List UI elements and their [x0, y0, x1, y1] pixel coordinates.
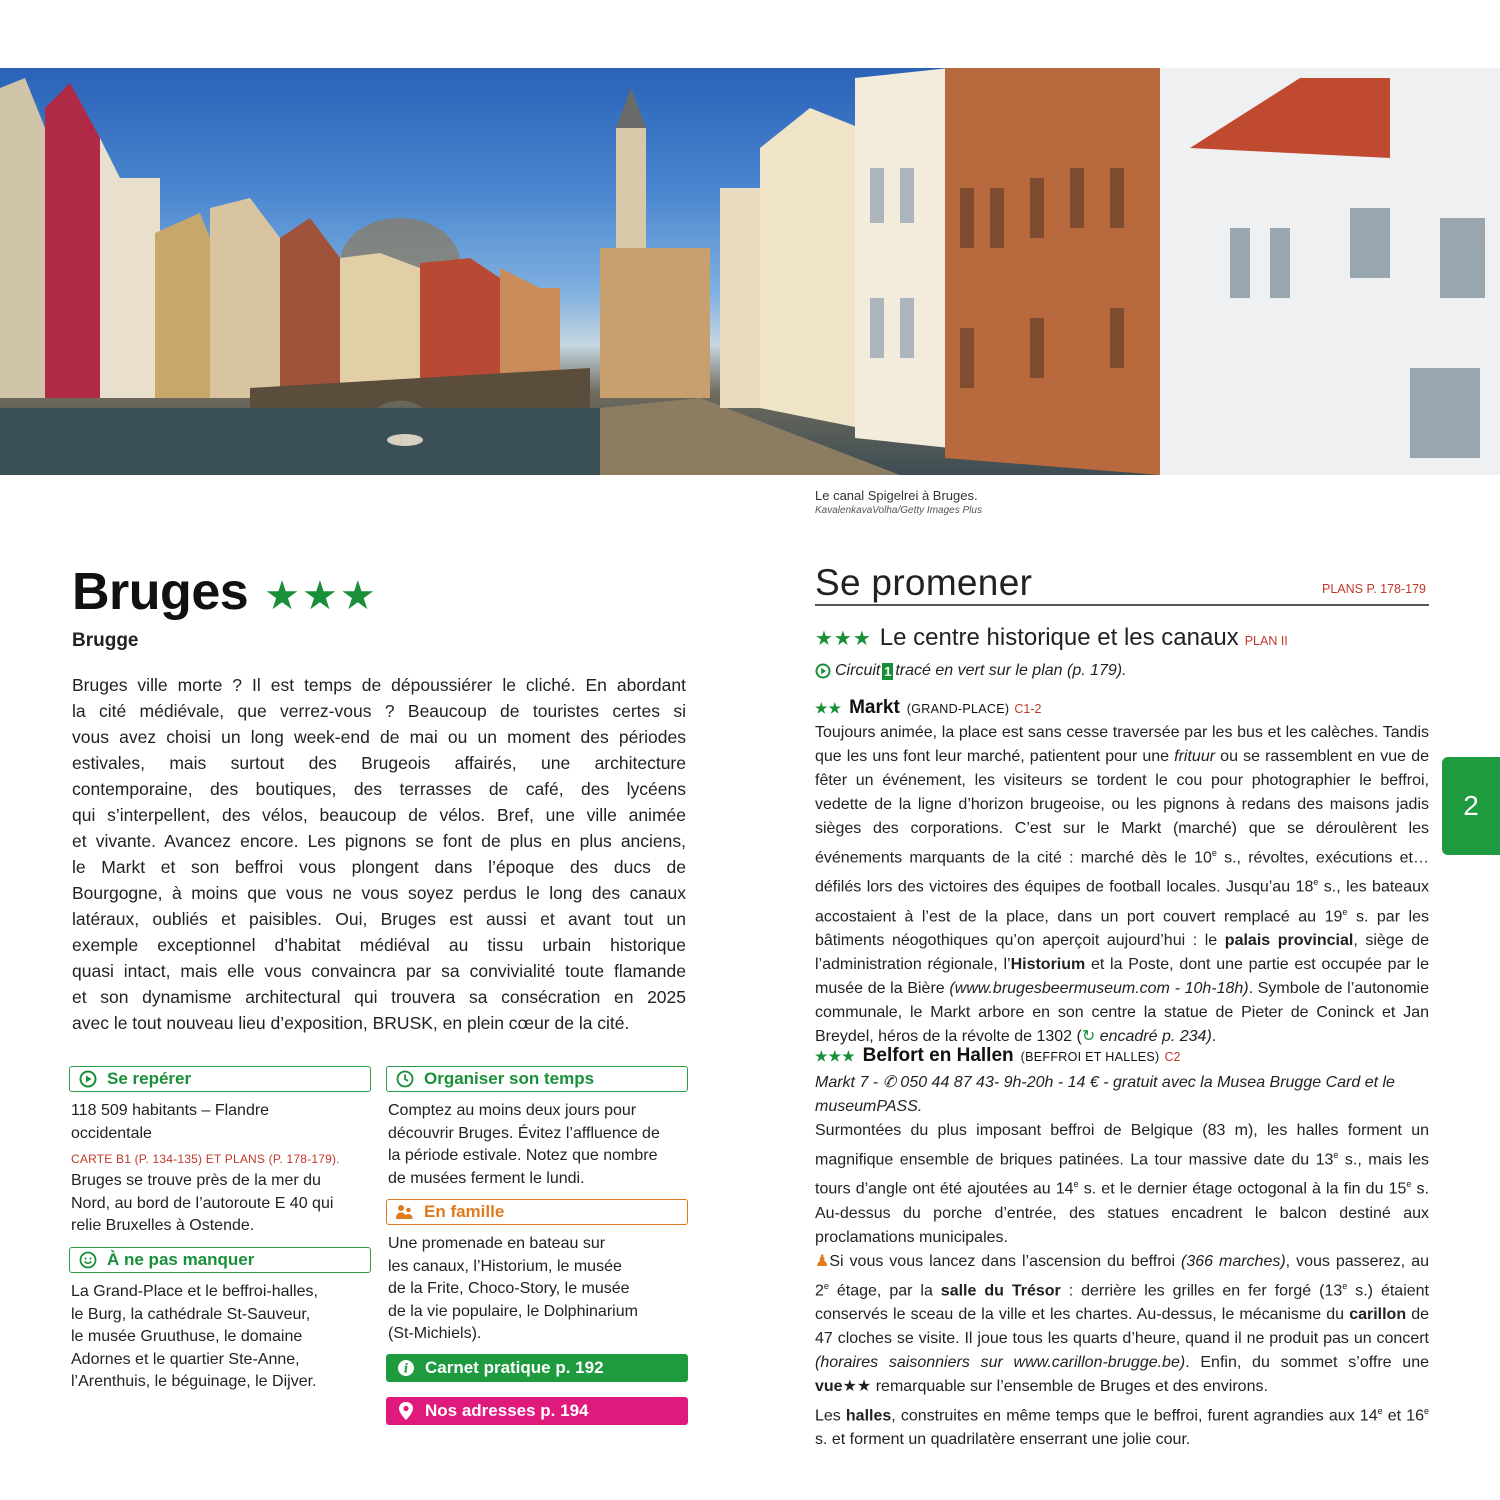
belfort-stars: ★★★: [815, 1048, 856, 1064]
section-plan-ref: PLANS P. 178-179: [1322, 582, 1427, 596]
manquer-line: Adornes et le quartier Ste-Anne,: [71, 1350, 300, 1368]
manquer-line: le musée Gruuthuse, le domaine: [71, 1328, 303, 1345]
caption-text: Le canal Spigelrei à Bruges.: [815, 488, 978, 503]
intro-line: exemple exceptionnel d’habitat médiéval au tissu urbain historique: [72, 935, 686, 955]
intro-line: Bruges ville morte ? Il est temps de dépoussiérer le cliché. En abordant: [72, 675, 686, 695]
intro-line: et son dynamisme architectural qui trouvera sa consécration en 2025: [72, 987, 686, 1007]
belfort-body: Surmontées du plus imposant beffroi de Belgique (83 m), les halles forment un magnifique ensemble de briques patinées. La tour massive date du 13e s., mais les tours d’angle ont été ajoutées au 14e s. et le dernier étage octogonal à la fin du 15e s. Au-dessus du porche d’entrée, des statues encadrent le balcon destiné aux proclamations municipales. ♟Si vous vous lancez dans l’ascension du beffroi (366 marches), vous passerez, au 2e étage, par la salle du Trésor : derrière les grilles en fer forgé (13e s.) étaient conservés le sceau de la ville et les chartes. Au-dessus, le mécanisme du carillon de 47 cloches se visite. Il joue tous les quarts d’heure, quand il ne produit pas un concert (horaires saisonniers sur www.carillon-brugge.be). Enfin, du sommet s’offre une vue★★ remarquable sur l’ensemble de Bruges et des environs. Les halles, construites en même temps que le beffroi, furent agrandies aux 14e et 16e s. et forment un quadrilatère enserrant une jolie cour.: [815, 1122, 1430, 1449]
intro-line: le Markt et son beffroi vous plongent dans l’époque des ducs de: [72, 857, 686, 877]
family-icon: [395, 1202, 415, 1222]
clock-icon: [395, 1069, 415, 1089]
belfort-info-line: Markt 7 - ✆ 050 44 87 43- 9h-20h - 14 € - gratuit avec la Musea Brugge Card et le: [815, 1074, 1395, 1091]
intro-line: Bourgogne, à moins que vous ne vous soyez perdus le long des canaux: [72, 883, 686, 903]
famille-line: de la Frite, Choco-Story, le musée: [388, 1280, 630, 1297]
carnet-pratique-label: Carnet pratique p. 192: [425, 1358, 604, 1377]
manquer-heading: À ne pas manquer: [107, 1250, 255, 1269]
temps-line: de musées ferment le lundi.: [388, 1169, 585, 1187]
temps-text: [388, 1100, 688, 1190]
intro-line: quasi intact, mais elle vous convaincra par sa convivialité toute flamande: [72, 961, 686, 981]
circuit-label: Circuit: [835, 662, 881, 679]
subsection-stars: ★★★: [815, 628, 872, 650]
belfort-name: Belfort en Hallen: [862, 1045, 1014, 1066]
nos-adresses-link[interactable]: [386, 1397, 688, 1425]
temps-line: découvrir Bruges. Évitez l’affluence de: [388, 1124, 660, 1142]
belfort-alt: (BEFFROI ET HALLES): [1020, 1050, 1160, 1064]
famille-heading: En famille: [424, 1202, 505, 1221]
intro-line: estivales, mais surtout des Brugeois affairés, une architecture: [72, 753, 686, 773]
manquer-line: La Grand-Place et le beffroi-halles,: [71, 1283, 318, 1300]
reperer-line: relie Bruxelles à Ostende.: [71, 1217, 255, 1234]
subsection-plan: PLAN II: [1244, 634, 1288, 648]
famille-text: [388, 1233, 688, 1346]
location-pin-icon: [396, 1401, 416, 1421]
markt-heading: [815, 697, 1041, 719]
hero-photo: [0, 68, 1500, 475]
section-title: Se promener: [815, 562, 1033, 603]
reperer-heading-box: [69, 1066, 371, 1092]
markt-name: Markt: [849, 697, 900, 718]
reperer-line: Bruges se trouve près de la mer du: [71, 1172, 321, 1189]
reperer-map-ref: CARTE B1 (P. 134-135) ET PLANS (P. 178-179).: [71, 1152, 340, 1166]
intro-line: et vivante. Avancez encore. Les pignons se font de plus en plus anciens,: [72, 831, 686, 851]
markt-body: Toujours animée, la place est sans cesse traversée par les bus et les calèches. Tandis que les uns font leur marché, patientent pour une frituur ou se rassemblent en vue de fêter un événement, les visiteurs se tordent le cou pour photographier le beffroi, vedette de la ligne d’horizon brugeoise, ou les pignons à redans des maisons jadis sièges des corporations. C’est sur le Markt (marché) que se déroulèrent les événements marquants de la cité : marché dès le 10e s., révoltes, exécutions et… défilés lors des victoires des équipes de football locales. Jusqu’au 18e s., les bateaux accostaient à l’est de la place, dans un port couvert remplacé au 19e s. par les bâtiments néogothiques qu’on aperçoit aujourd’hui : le palais provincial, siège de l’administration régionale, l’Historium et la Poste, dont une partie est occupée par le musée de la Bière (www.brugesbeermuseum.com - 10h-18h). Symbole de l’autonomie communale, le Markt arbore en son centre la statue de Pieter de Coninck et Jan Breydel, héros de la révolte de 1302 (↻ encadré p. 234).: [815, 724, 1430, 1045]
page-title-row: [72, 562, 378, 622]
markt-alt: (GRAND-PLACE): [906, 702, 1010, 716]
circuit-desc: tracé en vert sur le plan (p. 179).: [895, 662, 1127, 679]
reperer-text: [71, 1100, 371, 1145]
photo-credit: KavalenkavaVolha/Getty Images Plus: [815, 505, 982, 516]
reperer-heading: Se repérer: [107, 1069, 192, 1088]
markt-stars: ★★: [815, 700, 843, 716]
belfort-heading: [815, 1045, 1180, 1067]
reperer-line: 118 509 habitants – Flandre: [71, 1102, 270, 1119]
circuit-line: [815, 662, 1127, 680]
page-subtitle: Brugge: [72, 630, 139, 651]
intro-line: vous avez choisi un long week-end de mai ou un moment des périodes: [72, 727, 686, 747]
markt-grid: C1-2: [1014, 702, 1042, 716]
famille-line: (St-Michiels).: [388, 1325, 482, 1342]
play-circle-icon: [78, 1069, 98, 1089]
subsection-heading: [815, 624, 1288, 652]
manquer-line: l’Arenthuis, le béguinage, le Dijver.: [71, 1373, 317, 1390]
temps-heading: Organiser son temps: [424, 1069, 595, 1088]
belfort-info: [815, 1071, 1429, 1119]
temps-heading-box: [386, 1066, 688, 1092]
intro-line: latéraux, oubliés et paisibles. Oui, Bruges est aussi et avant tout un: [72, 909, 686, 929]
intro-line: la cité médiévale, que verrez-vous ? Beaucoup de touristes certes si: [72, 701, 686, 721]
reperer-text-2: [71, 1170, 371, 1238]
info-icon: [396, 1358, 416, 1378]
intro-line: avec le tout nouveau lieu d’exposition, BRUSK, en plein cœur de la cité.: [72, 1013, 630, 1033]
manquer-line: le Burg, la cathédrale St-Sauveur,: [71, 1305, 311, 1323]
chapter-tab: 2: [1442, 757, 1500, 855]
carnet-pratique-link[interactable]: [386, 1354, 688, 1382]
rating-stars: ★★★: [264, 574, 378, 618]
famille-line: les canaux, l’Historium, le musée: [388, 1257, 622, 1275]
reperer-line: Nord, au bord de l’autoroute E 40 qui: [71, 1194, 334, 1212]
temps-line: la période estivale. Notez que nombre: [388, 1147, 658, 1164]
svg-text:i: i: [403, 1361, 409, 1376]
intro-line: qui s’interpellent, des vélos, beaucoup de vélos. Bref, une ville animée: [72, 805, 686, 825]
intro-paragraph: [72, 672, 686, 1036]
intro-line: contemporaine, des boutiques, des terrasses de café, des lycéens: [72, 779, 686, 799]
belfort-info-line: museumPASS.: [815, 1098, 923, 1115]
manquer-text: [71, 1281, 371, 1394]
circuit-number: 1: [884, 663, 892, 679]
section-divider: [815, 604, 1429, 606]
famille-line: de la vie populaire, le Dolphinarium: [388, 1302, 638, 1320]
temps-line: Comptez au moins deux jours pour: [388, 1102, 637, 1119]
famille-line: Une promenade en bateau sur: [388, 1235, 606, 1252]
canal-illustration: [0, 68, 1500, 475]
belfort-grid: C2: [1164, 1050, 1181, 1064]
nos-adresses-label: Nos adresses p. 194: [425, 1401, 589, 1420]
reperer-line: occidentale: [71, 1124, 152, 1142]
manquer-heading-box: [69, 1247, 371, 1273]
smiley-icon: [78, 1250, 98, 1270]
photo-caption: [815, 488, 982, 516]
famille-heading-box: [386, 1199, 688, 1225]
page-title: Bruges: [72, 563, 249, 621]
circuit-play-icon: [815, 663, 831, 679]
subsection-title: Le centre historique et les canaux: [879, 624, 1239, 651]
